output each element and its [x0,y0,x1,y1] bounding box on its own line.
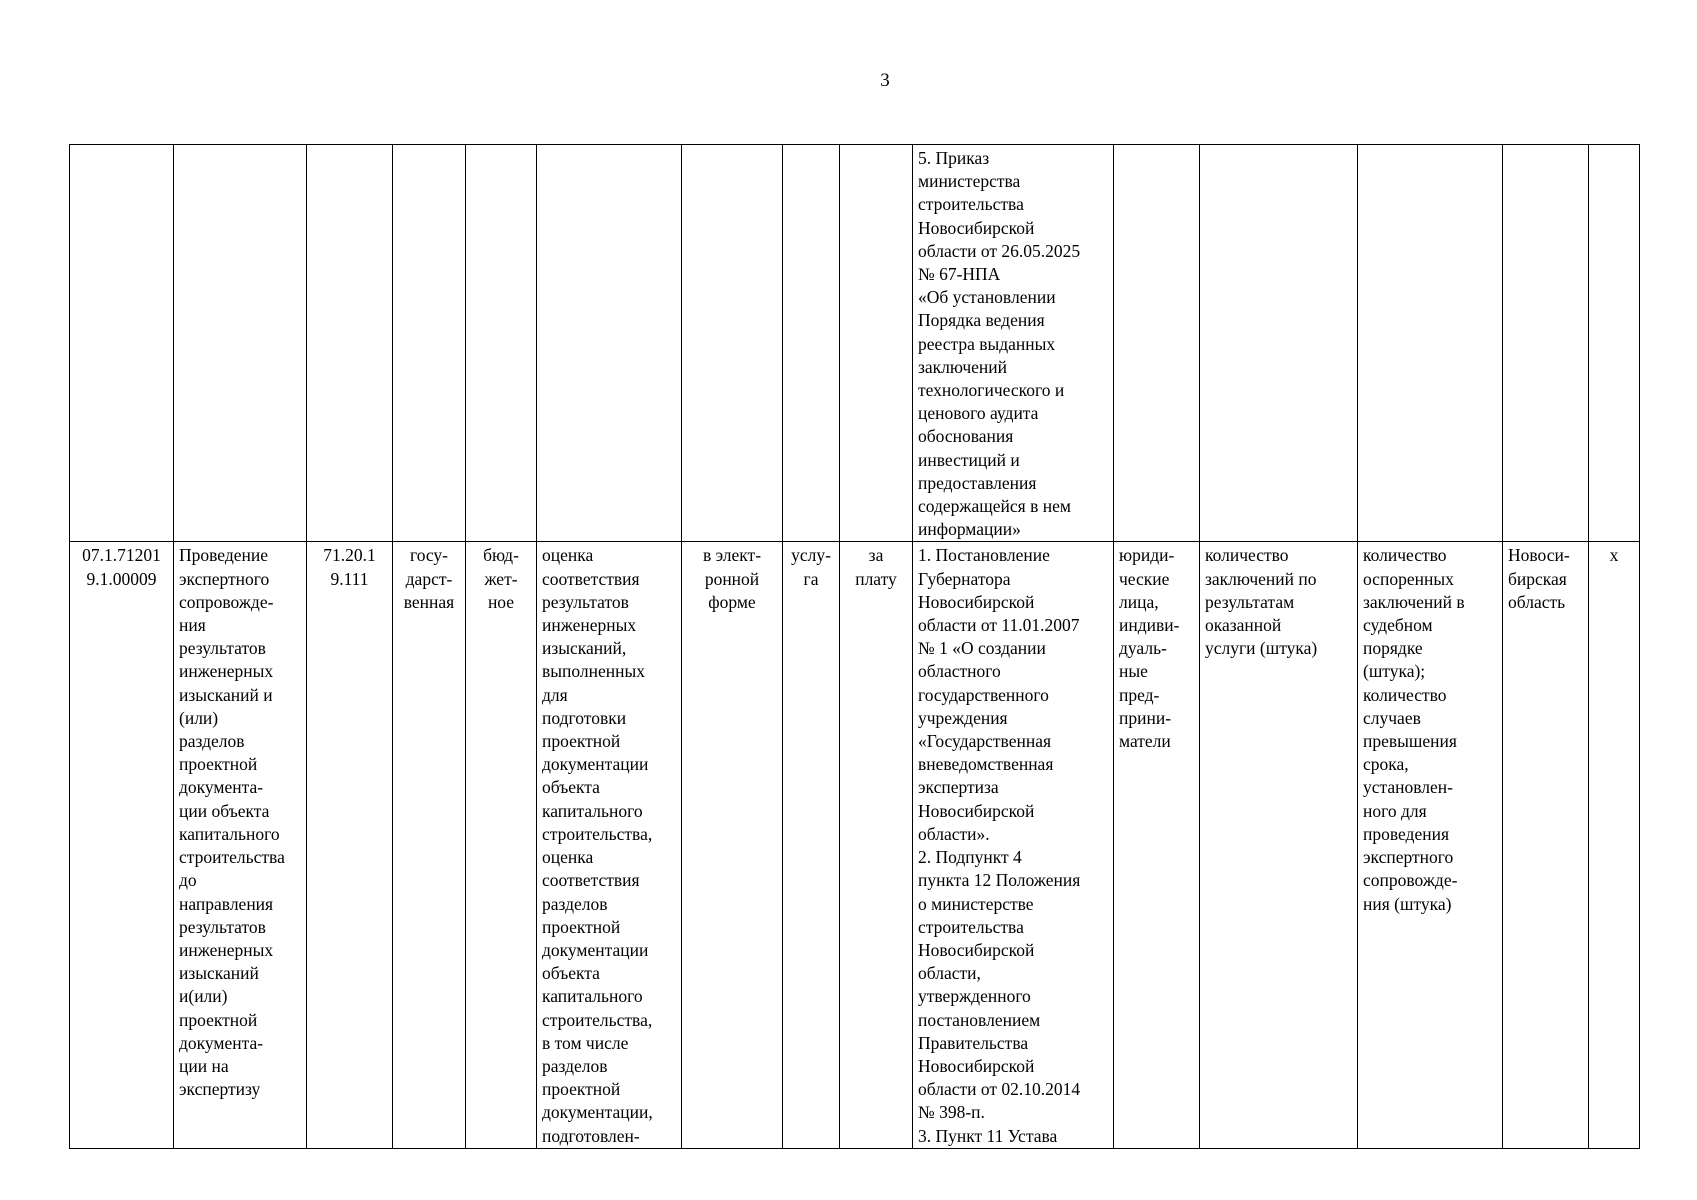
table-row-service [70,542,1640,1148]
cell-content [537,145,682,542]
cell-type [393,145,466,542]
cell-kind: услу- га [783,542,840,1148]
cell-quality-indicator: количество оспоренных заключений в судебном порядке (штука); количество случаев превышения срока, установлен- ного для проведения экспертного сопровожде- ния (штука) [1358,542,1503,1148]
cell-volume-indicator [1200,145,1358,542]
cell-code [70,145,174,542]
cell-content: оценка соответствия результатов инженерных изысканий, выполненных для подготовки проектной документации объекта капитального строительства, оценка соответствия разделов проектной документации объекта капитального строительства, в том числе разделов проектной документации, подготовлен- [537,542,682,1148]
cell-service-name: Проведение экспертного сопровожде- ния результатов инженерных изысканий и (или) разделов проектной документа- ции объекта капитального строительства до направления результатов инженерных изысканий и(или) проектной документа- ции на экспертизу [174,542,307,1148]
cell-code: 07.1.71201 9.1.00009 [70,542,174,1148]
cell-type: госу- дарст- венная [393,542,466,1148]
cell-form [682,145,783,542]
cell-volume-indicator: количество заключений по результатам оказанной услуги (штука) [1200,542,1358,1148]
cell-okved: 71.20.1 9.111 [307,542,393,1148]
services-table [69,144,1640,1149]
cell-quality-indicator [1358,145,1503,542]
cell-region: Новоси- бирская область [1503,542,1589,1148]
cell-legal-basis: 1. Постановление Губернатора Новосибирской области от 11.01.2007 № 1 «О создании областного государственного учреждения «Государственная вневедомственная экспертиза Новосибирской области». 2. Подпункт 4 пункта 12 Положения о министерстве строительства Новосибирской области, утвержденного постановлением Правительства Новосибирской области от 02.10.2014 № 398-п. 3. Пункт 11 Устава [913,542,1114,1148]
cell-mark [1589,145,1640,542]
cell-payment [840,145,913,542]
cell-mark: х [1589,542,1640,1148]
cell-consumers [1114,145,1200,542]
cell-service-name [174,145,307,542]
cell-form: в элект- ронной форме [682,542,783,1148]
cell-consumers: юриди- ческие лица, индиви- дуаль- ные пред- прини- матели [1114,542,1200,1148]
cell-legal-basis: 5. Приказ министерства строительства Новосибирской области от 26.05.2025 № 67-НПА «Об установлении Порядка ведения реестра выданных заключений технологического и ценового аудита обоснования инвестиций и предоставления содержащейся в нем информации» [913,145,1114,542]
cell-institution-type [466,145,537,542]
cell-okved [307,145,393,542]
cell-region [1503,145,1589,542]
cell-institution-type: бюд- жет- ное [466,542,537,1148]
page-number: 3 [880,70,890,91]
cell-kind [783,145,840,542]
cell-payment: за плату [840,542,913,1148]
table-row-continued [70,145,1640,542]
